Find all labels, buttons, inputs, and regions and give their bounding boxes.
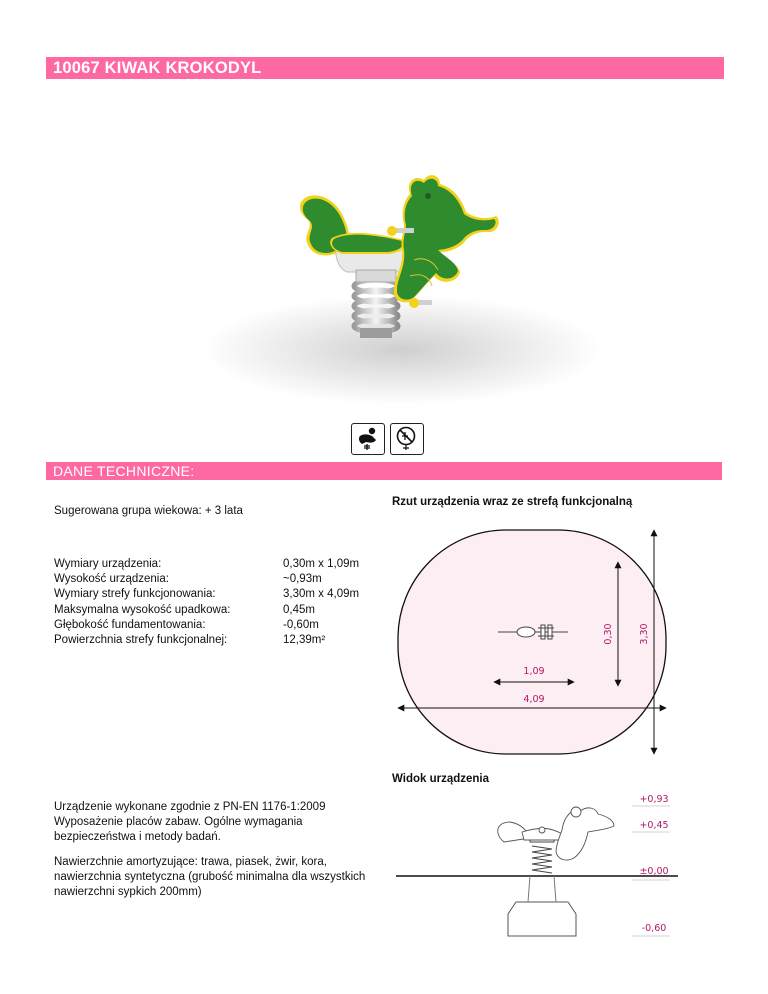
spec-value: -0,60m bbox=[283, 618, 319, 631]
child-on-spring-rider-icon bbox=[351, 423, 385, 455]
spec-label: Maksymalna wysokość upadkowa: bbox=[54, 603, 231, 616]
page-title: 10067 KIWAK KROKODYL bbox=[53, 59, 262, 77]
side-view-title: Widok urządzenia bbox=[392, 773, 490, 785]
spec-label: Wysokość urządzenia: bbox=[54, 573, 169, 586]
dim-zone-width: 3,30 bbox=[639, 623, 650, 645]
section-title: DANE TECHNICZNE: bbox=[53, 463, 195, 479]
level-top: +0,93 bbox=[639, 794, 669, 805]
section-bar-divider bbox=[722, 462, 724, 480]
compliance-note: Urządzenie wykonane zgodnie z PN-EN 1176-1:2009 Wyposażenie placów zabaw. Ogólne wymagania bezpieczeństwa i metody badań. bbox=[54, 801, 326, 843]
usage-icons bbox=[351, 423, 427, 455]
level-ground: ±0,00 bbox=[639, 866, 669, 877]
spec-label: Wymiary strefy funkcjonowania: bbox=[54, 588, 216, 601]
age-restriction-icon bbox=[390, 423, 424, 455]
dim-device-length: 1,09 bbox=[523, 666, 545, 677]
dim-zone-length: 4,09 bbox=[523, 694, 545, 705]
spec-value: 3,30m x 4,09m bbox=[283, 588, 360, 601]
level-seat: +0,45 bbox=[639, 820, 669, 831]
spec-value: 0,45m bbox=[283, 603, 315, 616]
plan-drawing bbox=[392, 522, 682, 758]
product-image bbox=[142, 100, 626, 418]
surfaces-note: Nawierzchnie amortyzujące: trawa, piasek, żwir, kora, nawierzchnia syntetyczna (grubość minimalna dla wszystkich nawierzchni sypkich 200mm) bbox=[54, 856, 366, 898]
age-group: Sugerowana grupa wiekowa: + 3 lata bbox=[54, 505, 243, 517]
spec-value: 0,30m x 1,09m bbox=[283, 558, 360, 570]
spec-label: Głębokość fundamentowania: bbox=[54, 618, 206, 631]
plan-title: Rzut urządzenia wraz ze strefą funkcjonalną bbox=[392, 496, 633, 508]
section-bar bbox=[46, 462, 724, 480]
side-view-drawing bbox=[392, 786, 682, 946]
title-bar bbox=[46, 57, 724, 79]
spec-value: 12,39m² bbox=[283, 633, 326, 646]
level-foundation: -0,60 bbox=[641, 923, 667, 934]
spec-value: ~0,93m bbox=[283, 573, 322, 586]
dim-device-width: 0,30 bbox=[603, 623, 614, 645]
spec-label: Wymiary urządzenia: bbox=[54, 558, 162, 570]
spec-label: Powierzchnia strefy funkcjonalnej: bbox=[54, 633, 228, 646]
